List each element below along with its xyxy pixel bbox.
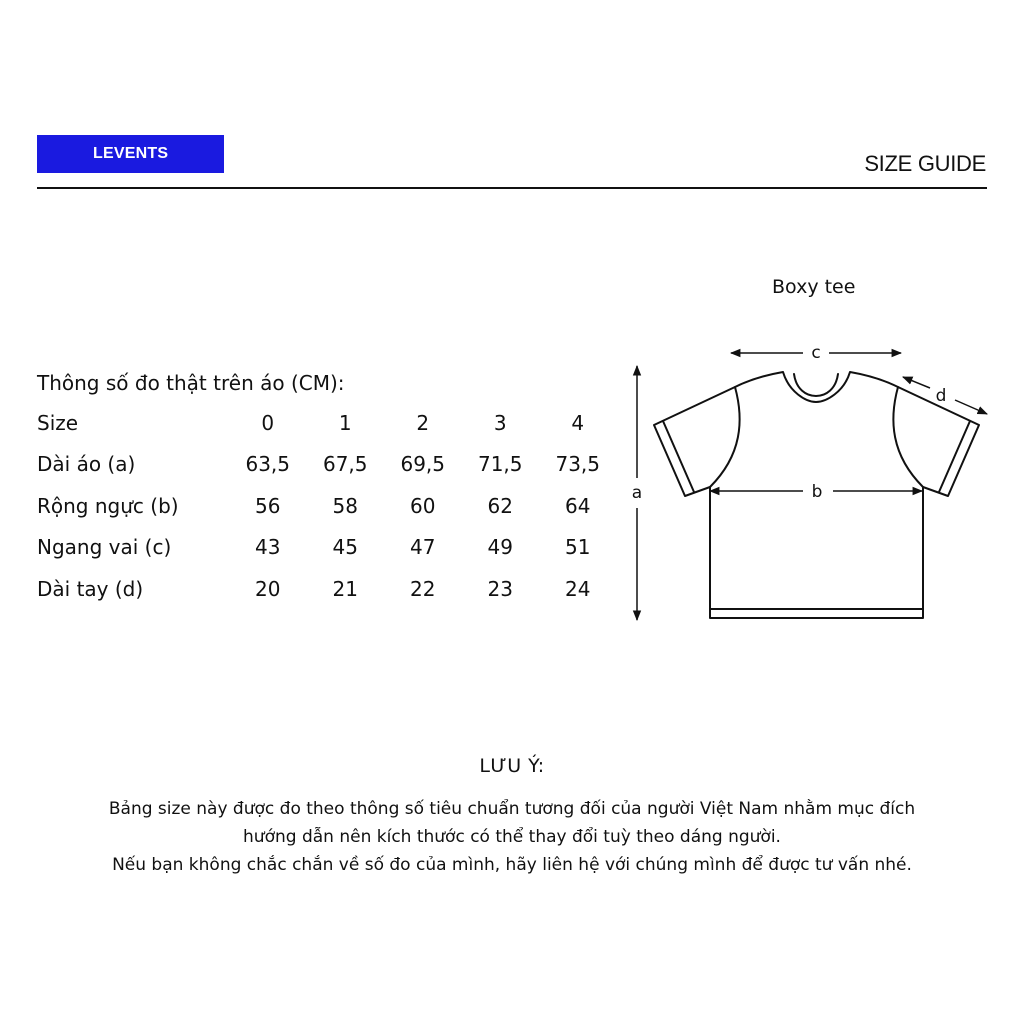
measure-d-label: d — [935, 386, 947, 406]
notes-section — [0, 755, 1024, 879]
row-label: Dài tay (d) — [37, 576, 144, 601]
table-cell: 21 — [332, 576, 358, 601]
table-cell: 56 — [255, 493, 281, 518]
table-cell: 51 — [565, 535, 591, 560]
size-header-cell: 0 — [261, 410, 275, 435]
collar-line — [794, 374, 838, 396]
table-cell: 71,5 — [477, 452, 523, 477]
notes-line: Nếu bạn không chắc chắn về số đo của mình, hãy liên hệ với chúng mình để được tư vấn nhé. — [112, 855, 912, 875]
table-row — [37, 444, 617, 486]
table-cell: 58 — [332, 493, 358, 518]
measure-b-label: b — [811, 482, 823, 502]
brand-logo: LEVENTS — [37, 135, 224, 173]
left-sleeve-seam — [710, 387, 740, 487]
row-label: Dài áo (a) — [37, 452, 136, 477]
row-label: Rộng ngực (b) — [37, 493, 179, 518]
right-sleeve-seam — [893, 387, 923, 487]
size-header-cell: 4 — [571, 410, 585, 435]
size-header-row — [37, 402, 617, 444]
table-cell: 22 — [410, 576, 436, 601]
measure-a-label: a — [631, 483, 643, 503]
table-row — [37, 527, 617, 569]
notes-line: hướng dẫn nên kích thước có thể thay đổi tuỳ theo dáng người. — [243, 827, 781, 847]
size-header-cell: 2 — [416, 410, 430, 435]
table-row — [37, 485, 617, 527]
table-cell: 20 — [255, 576, 281, 601]
table-cell: 64 — [565, 493, 591, 518]
size-header-cell: 3 — [493, 410, 507, 435]
size-table — [37, 402, 617, 610]
notes-heading: LƯU Ý: — [479, 755, 545, 777]
size-header-label: Size — [37, 410, 79, 435]
notes-line: Bảng size này được đo theo thông số tiêu chuẩn tương đối của người Việt Nam nhằm mục đích — [108, 799, 916, 819]
product-name: Boxy tee — [772, 276, 856, 298]
size-header-cell: 1 — [338, 410, 352, 435]
page-title: SIZE GUIDE — [864, 151, 986, 176]
table-cell: 23 — [487, 576, 513, 601]
row-label: Ngang vai (c) — [37, 535, 172, 560]
size-table-title: Thông số đo thật trên áo (CM): — [37, 371, 345, 395]
header-divider — [37, 187, 987, 189]
table-cell: 45 — [332, 535, 358, 560]
table-cell: 49 — [487, 535, 513, 560]
measure-d-arrow — [955, 400, 987, 414]
table-cell: 69,5 — [400, 452, 446, 477]
table-cell: 47 — [410, 535, 436, 560]
table-cell: 63,5 — [245, 452, 291, 477]
t-shirt-measurement-diagram-icon — [625, 335, 1005, 630]
table-row — [37, 568, 617, 610]
measure-c-label: c — [811, 343, 821, 363]
table-cell: 67,5 — [322, 452, 368, 477]
measure-d-arrow — [903, 377, 930, 388]
table-cell: 43 — [255, 535, 281, 560]
table-cell: 73,5 — [555, 452, 601, 477]
table-cell: 24 — [565, 576, 591, 601]
table-cell: 62 — [487, 493, 513, 518]
table-cell: 60 — [410, 493, 436, 518]
